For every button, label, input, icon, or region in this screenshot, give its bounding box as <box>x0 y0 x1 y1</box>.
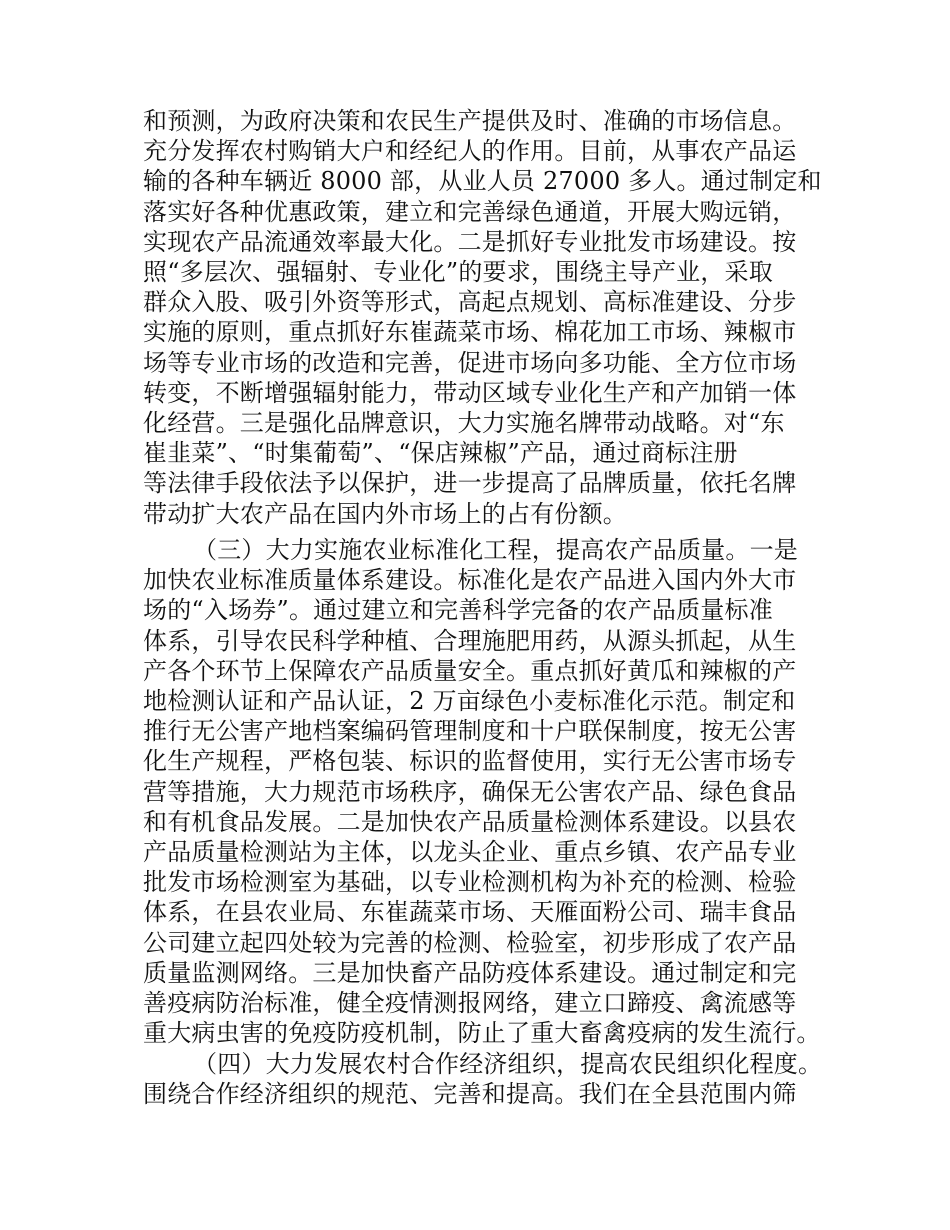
text-line: 输的各种车辆近 8000 部，从业人员 27000 多人。通过制定和 <box>143 167 822 196</box>
text-line: 和预测，为政府决策和农民生产提供及时、准确的市场信息。 <box>143 107 797 135</box>
text-line: 转变，不断增强辐射能力，带动区域专业化生产和产加销一体 <box>143 378 797 407</box>
text-line: 崔韭菜”、“时集葡萄”、“保店辣椒”产品，通过商标注册 <box>143 439 738 468</box>
text-line: 充分发挥农村购销大户和经纪人的作用。目前，从事农产品运 <box>143 137 797 166</box>
text-line: 推行无公害产地档案编码管理制度和十户联保制度，按无公害 <box>143 717 797 746</box>
text-line: 围绕合作经济组织的规范、完善和提高。我们在全县范围内筛 <box>143 1080 797 1109</box>
text-line: 体系，引导农民科学种植、合理施肥用药，从源头抓起，从生 <box>143 626 797 655</box>
text-line: 产品质量检测站为主体，以龙头企业、重点乡镇、农产品专业 <box>143 838 797 867</box>
paragraph-market-information <box>143 106 843 529</box>
text-line: 产各个环节上保障农产品质量安全。重点抓好黄瓜和辣椒的产 <box>143 656 797 685</box>
text-line: 地检测认证和产品认证，2 万亩绿色小麦标准化示范。制定和 <box>143 687 796 716</box>
text-line: 公司建立起四处较为完善的检测、检验室，初步形成了农产品 <box>143 928 797 957</box>
text-line: （三）大力实施农业标准化工程，提高农产品质量。一是 <box>193 536 798 564</box>
text-line: 加快农业标准质量体系建设。标准化是农产品进入国内外大市 <box>143 566 797 595</box>
text-line: 实现农产品流通效率最大化。二是抓好专业批发市场建设。按 <box>143 227 797 256</box>
text-line: 质量监测网络。三是加快畜产品防疫体系建设。通过制定和完 <box>143 958 797 987</box>
text-line: 批发市场检测室为基础，以专业检测机构为补充的检测、检验 <box>143 868 797 897</box>
text-line: 化经营。三是强化品牌意识，大力实施名牌带动战略。对“东 <box>143 409 785 438</box>
text-line: 化生产规程，严格包装、标识的监督使用，实行无公害市场专 <box>143 747 797 776</box>
text-line: 善疫病防治标准，健全疫情测报网络，建立口蹄疫、禽流感等 <box>143 989 797 1018</box>
text-line: 群众入股、吸引外资等形式，高起点规划、高标准建设、分步 <box>143 288 797 317</box>
text-line: 营等措施，大力规范市场秩序，确保无公害农产品、绿色食品 <box>143 777 797 806</box>
text-line: 实施的原则，重点抓好东崔蔬菜市场、棉花加工市场、辣椒市 <box>143 318 797 347</box>
text-line: 体系，在县农业局、东崔蔬菜市场、天雁面粉公司、瑞丰食品 <box>143 898 797 927</box>
text-line: 场等专业市场的改造和完善，促进市场向多功能、全方位市场 <box>143 348 797 377</box>
text-line: 和有机食品发展。二是加快农产品质量检测体系建设。以县农 <box>143 807 797 836</box>
text-line: 等法律手段依法予以保护，进一步提高了品牌质量，依托名牌 <box>143 469 797 498</box>
text-line: （四）大力发展农村合作经济组织，提高农民组织化程度。 <box>193 1050 823 1078</box>
text-line: 重大病虫害的免疫防疫机制，防止了重大畜禽疫病的发生流行。 <box>143 1019 821 1048</box>
text-line: 落实好各种优惠政策，建立和完善绿色通道，开展大购远销， <box>143 197 797 226</box>
paragraph-agricultural-standardization <box>143 535 843 1048</box>
text-line: 带动扩大农产品在国内外市场上的占有份额。 <box>143 499 627 528</box>
text-line: 照“多层次、强辐射、专业化”的要求，围绕主导产业，采取 <box>143 258 773 287</box>
paragraph-cooperative-organizations <box>143 1049 843 1109</box>
text-line: 场的“入场券”。通过建立和完善科学完备的农产品质量标准 <box>143 596 773 625</box>
